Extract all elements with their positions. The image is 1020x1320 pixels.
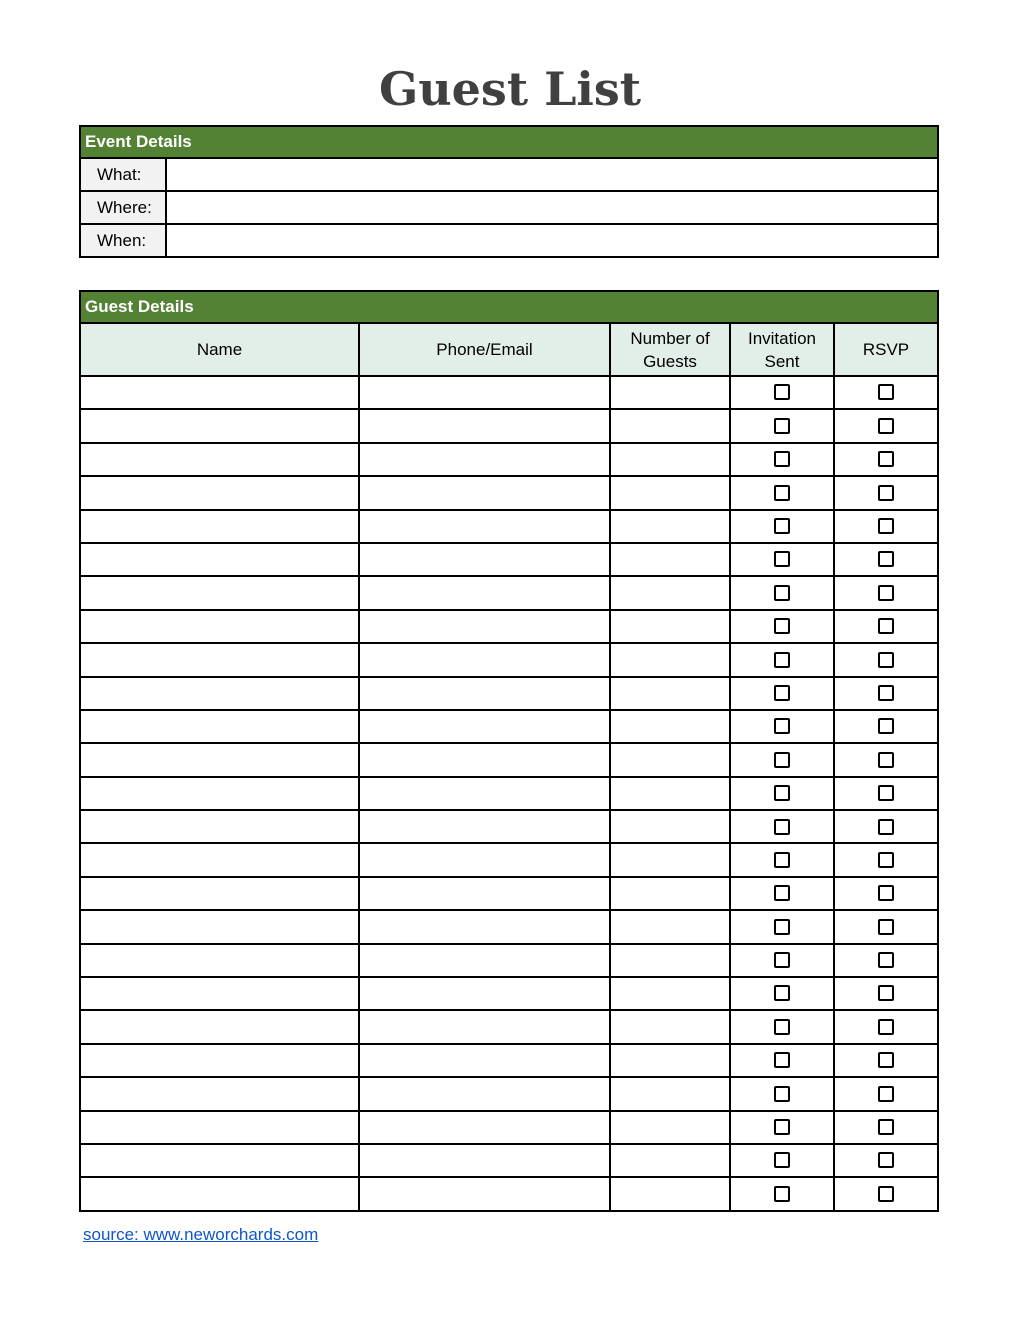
checkbox-icon[interactable] (878, 418, 894, 434)
checkbox-icon[interactable] (878, 1086, 894, 1102)
guest-count-cell[interactable] (610, 944, 730, 977)
guest-name-cell[interactable] (80, 409, 359, 442)
guest-count-cell[interactable] (610, 1177, 730, 1210)
guest-contact-cell[interactable] (359, 610, 610, 643)
event-row-where (80, 191, 938, 224)
checkbox-icon[interactable] (878, 1152, 894, 1168)
rsvp-cell (834, 510, 938, 543)
guest-contact-cell[interactable] (359, 1177, 610, 1210)
guest-contact-cell[interactable] (359, 576, 610, 609)
guest-count-cell[interactable] (610, 1111, 730, 1144)
guest-count-cell[interactable] (610, 409, 730, 442)
guest-count-cell[interactable] (610, 977, 730, 1010)
guest-contact-cell[interactable] (359, 777, 610, 810)
invitation-sent-cell (730, 643, 834, 676)
rsvp-cell (834, 1077, 938, 1110)
invitation-sent-cell (730, 910, 834, 943)
guest-contact-cell[interactable] (359, 944, 610, 977)
event-row-when (80, 224, 938, 257)
guest-count-cell[interactable] (610, 576, 730, 609)
guest-name-cell[interactable] (80, 510, 359, 543)
rsvp-cell (834, 376, 938, 409)
invitation-sent-cell (730, 1111, 834, 1144)
checkbox-icon[interactable] (774, 1152, 790, 1168)
checkbox-icon[interactable] (774, 819, 790, 835)
checkbox-icon[interactable] (878, 551, 894, 567)
checkbox-icon[interactable] (878, 1052, 894, 1068)
guest-count-cell[interactable] (610, 910, 730, 943)
rsvp-cell (834, 743, 938, 776)
guest-count-cell[interactable] (610, 443, 730, 476)
checkbox-icon[interactable] (774, 1119, 790, 1135)
invitation-sent-cell (730, 610, 834, 643)
rsvp-cell (834, 1144, 938, 1177)
invitation-sent-cell (730, 777, 834, 810)
checkbox-icon[interactable] (774, 1052, 790, 1068)
guest-name-cell[interactable] (80, 476, 359, 509)
guest-contact-cell[interactable] (359, 810, 610, 843)
column-header-number-of-guests: Number of Guests (610, 323, 730, 376)
table-row (80, 443, 938, 476)
checkbox-icon[interactable] (878, 819, 894, 835)
invitation-sent-cell (730, 1044, 834, 1077)
guest-name-cell[interactable] (80, 677, 359, 710)
table-row (80, 643, 938, 676)
checkbox-icon[interactable] (774, 551, 790, 567)
guest-count-cell[interactable] (610, 810, 730, 843)
invitation-sent-cell (730, 877, 834, 910)
checkbox-icon[interactable] (774, 1086, 790, 1102)
invitation-sent-cell (730, 510, 834, 543)
checkbox-icon[interactable] (774, 952, 790, 968)
checkbox-icon[interactable] (774, 518, 790, 534)
guest-count-cell[interactable] (610, 610, 730, 643)
guest-contact-cell[interactable] (359, 677, 610, 710)
guest-name-cell[interactable] (80, 376, 359, 409)
guest-count-cell[interactable] (610, 1144, 730, 1177)
checkbox-icon[interactable] (774, 1186, 790, 1202)
guest-count-cell[interactable] (610, 710, 730, 743)
checkbox-icon[interactable] (878, 485, 894, 501)
guest-name-cell[interactable] (80, 1177, 359, 1210)
event-label-where: Where: (80, 191, 166, 224)
event-label-what: What: (80, 158, 166, 191)
rsvp-cell (834, 677, 938, 710)
checkbox-icon[interactable] (878, 518, 894, 534)
invitation-sent-cell (730, 710, 834, 743)
checkbox-icon[interactable] (774, 485, 790, 501)
checkbox-icon[interactable] (774, 718, 790, 734)
checkbox-icon[interactable] (878, 618, 894, 634)
invitation-sent-cell (730, 376, 834, 409)
guest-name-cell[interactable] (80, 1010, 359, 1043)
rsvp-cell (834, 443, 938, 476)
table-row (80, 843, 938, 876)
guest-name-cell[interactable] (80, 576, 359, 609)
checkbox-icon[interactable] (774, 752, 790, 768)
guest-name-cell[interactable] (80, 443, 359, 476)
checkbox-icon[interactable] (878, 1019, 894, 1035)
rsvp-cell (834, 1010, 938, 1043)
table-row (80, 944, 938, 977)
rsvp-cell (834, 1177, 938, 1210)
table-row (80, 476, 938, 509)
rsvp-cell (834, 409, 938, 442)
column-header-name: Name (80, 323, 359, 376)
rsvp-cell (834, 543, 938, 576)
checkbox-icon[interactable] (774, 919, 790, 935)
table-row (80, 1144, 938, 1177)
guest-name-cell[interactable] (80, 977, 359, 1010)
checkbox-icon[interactable] (878, 785, 894, 801)
checkbox-icon[interactable] (878, 1186, 894, 1202)
guest-name-cell[interactable] (80, 910, 359, 943)
guest-contact-cell[interactable] (359, 376, 610, 409)
guest-name-cell[interactable] (80, 643, 359, 676)
rsvp-cell (834, 910, 938, 943)
rsvp-cell (834, 977, 938, 1010)
guest-count-cell[interactable] (610, 843, 730, 876)
event-details-table (79, 125, 939, 258)
guest-count-cell[interactable] (610, 643, 730, 676)
guest-name-cell[interactable] (80, 810, 359, 843)
checkbox-icon[interactable] (774, 418, 790, 434)
invitation-sent-cell (730, 543, 834, 576)
table-row (80, 376, 938, 409)
checkbox-icon[interactable] (774, 652, 790, 668)
guest-contact-cell[interactable] (359, 1144, 610, 1177)
invitation-sent-cell (730, 810, 834, 843)
checkbox-icon[interactable] (878, 451, 894, 467)
invitation-sent-cell (730, 977, 834, 1010)
guest-contact-cell[interactable] (359, 910, 610, 943)
checkbox-icon[interactable] (774, 451, 790, 467)
event-label-when: When: (80, 224, 166, 257)
table-row (80, 1044, 938, 1077)
event-value-when[interactable] (166, 224, 938, 257)
table-row (80, 810, 938, 843)
checkbox-icon[interactable] (878, 919, 894, 935)
guest-details-heading: Guest Details (80, 291, 938, 323)
guest-name-cell[interactable] (80, 1144, 359, 1177)
invitation-sent-cell (730, 677, 834, 710)
checkbox-icon[interactable] (774, 885, 790, 901)
table-row (80, 1077, 938, 1110)
guest-contact-cell[interactable] (359, 443, 610, 476)
invitation-sent-cell (730, 1177, 834, 1210)
guest-count-cell[interactable] (610, 510, 730, 543)
invitation-sent-cell (730, 843, 834, 876)
table-row (80, 1177, 938, 1210)
guest-name-cell[interactable] (80, 1111, 359, 1144)
guest-count-cell[interactable] (610, 777, 730, 810)
invitation-sent-cell (730, 409, 834, 442)
checkbox-icon[interactable] (878, 384, 894, 400)
guest-contact-cell[interactable] (359, 977, 610, 1010)
invitation-sent-cell (730, 576, 834, 609)
guest-contact-cell[interactable] (359, 710, 610, 743)
guest-contact-cell[interactable] (359, 543, 610, 576)
checkbox-icon[interactable] (878, 585, 894, 601)
checkbox-icon[interactable] (878, 985, 894, 1001)
guest-contact-cell[interactable] (359, 1044, 610, 1077)
rsvp-cell (834, 476, 938, 509)
guest-name-cell[interactable] (80, 610, 359, 643)
table-row (80, 510, 938, 543)
table-row (80, 677, 938, 710)
guest-contact-cell[interactable] (359, 1077, 610, 1110)
checkbox-icon[interactable] (878, 952, 894, 968)
guest-contact-cell[interactable] (359, 476, 610, 509)
rsvp-cell (834, 843, 938, 876)
guest-contact-cell[interactable] (359, 877, 610, 910)
guest-name-cell[interactable] (80, 877, 359, 910)
guest-name-cell[interactable] (80, 710, 359, 743)
rsvp-cell (834, 810, 938, 843)
guest-name-cell[interactable] (80, 944, 359, 977)
checkbox-icon[interactable] (878, 685, 894, 701)
checkbox-icon[interactable] (878, 718, 894, 734)
checkbox-icon[interactable] (878, 852, 894, 868)
guest-contact-cell[interactable] (359, 1111, 610, 1144)
table-row (80, 877, 938, 910)
guest-name-cell[interactable] (80, 777, 359, 810)
guest-contact-cell[interactable] (359, 743, 610, 776)
guest-contact-cell[interactable] (359, 1010, 610, 1043)
column-header-rsvp: RSVP (834, 323, 938, 376)
invitation-sent-cell (730, 1010, 834, 1043)
guest-name-cell[interactable] (80, 843, 359, 876)
rsvp-cell (834, 1111, 938, 1144)
checkbox-icon[interactable] (774, 1019, 790, 1035)
event-row-what (80, 158, 938, 191)
rsvp-cell (834, 777, 938, 810)
table-row (80, 1010, 938, 1043)
guest-name-cell[interactable] (80, 743, 359, 776)
rsvp-cell (834, 1044, 938, 1077)
guest-contact-cell[interactable] (359, 510, 610, 543)
guest-count-cell[interactable] (610, 743, 730, 776)
table-row (80, 543, 938, 576)
checkbox-icon[interactable] (774, 685, 790, 701)
rsvp-cell (834, 643, 938, 676)
rsvp-cell (834, 710, 938, 743)
guest-count-cell[interactable] (610, 1010, 730, 1043)
checkbox-icon[interactable] (774, 384, 790, 400)
event-value-where[interactable] (166, 191, 938, 224)
source-link[interactable]: source: www.neworchards.com (83, 1225, 319, 1244)
guest-count-cell[interactable] (610, 376, 730, 409)
guest-count-cell[interactable] (610, 476, 730, 509)
column-header-invitation-sent: Invitation Sent (730, 323, 834, 376)
table-row (80, 743, 938, 776)
event-details-heading: Event Details (80, 126, 938, 158)
checkbox-icon[interactable] (774, 852, 790, 868)
invitation-sent-cell (730, 476, 834, 509)
table-row (80, 576, 938, 609)
rsvp-cell (834, 944, 938, 977)
table-row (80, 710, 938, 743)
invitation-sent-cell (730, 743, 834, 776)
guest-contact-cell[interactable] (359, 643, 610, 676)
invitation-sent-cell (730, 443, 834, 476)
table-row (80, 777, 938, 810)
table-row (80, 409, 938, 442)
guest-count-cell[interactable] (610, 1044, 730, 1077)
checkbox-icon[interactable] (878, 752, 894, 768)
guest-count-cell[interactable] (610, 877, 730, 910)
invitation-sent-cell (730, 1077, 834, 1110)
guest-name-cell[interactable] (80, 543, 359, 576)
guest-name-cell[interactable] (80, 1077, 359, 1110)
guest-count-cell[interactable] (610, 543, 730, 576)
column-header-phone-email: Phone/Email (359, 323, 610, 376)
rsvp-cell (834, 610, 938, 643)
table-row (80, 1111, 938, 1144)
checkbox-icon[interactable] (878, 885, 894, 901)
guest-count-cell[interactable] (610, 677, 730, 710)
checkbox-icon[interactable] (878, 652, 894, 668)
event-value-what[interactable] (166, 158, 938, 191)
guest-contact-cell[interactable] (359, 843, 610, 876)
checkbox-icon[interactable] (878, 1119, 894, 1135)
guest-details-table (79, 290, 939, 1212)
page-title: Guest List (378, 62, 642, 116)
checkbox-icon[interactable] (774, 785, 790, 801)
rsvp-cell (834, 877, 938, 910)
checkbox-icon[interactable] (774, 985, 790, 1001)
invitation-sent-cell (730, 944, 834, 977)
table-row (80, 977, 938, 1010)
table-row (80, 910, 938, 943)
invitation-sent-cell (730, 1144, 834, 1177)
guest-name-cell[interactable] (80, 1044, 359, 1077)
guest-count-cell[interactable] (610, 1077, 730, 1110)
table-row (80, 610, 938, 643)
guest-contact-cell[interactable] (359, 409, 610, 442)
checkbox-icon[interactable] (774, 585, 790, 601)
rsvp-cell (834, 576, 938, 609)
checkbox-icon[interactable] (774, 618, 790, 634)
